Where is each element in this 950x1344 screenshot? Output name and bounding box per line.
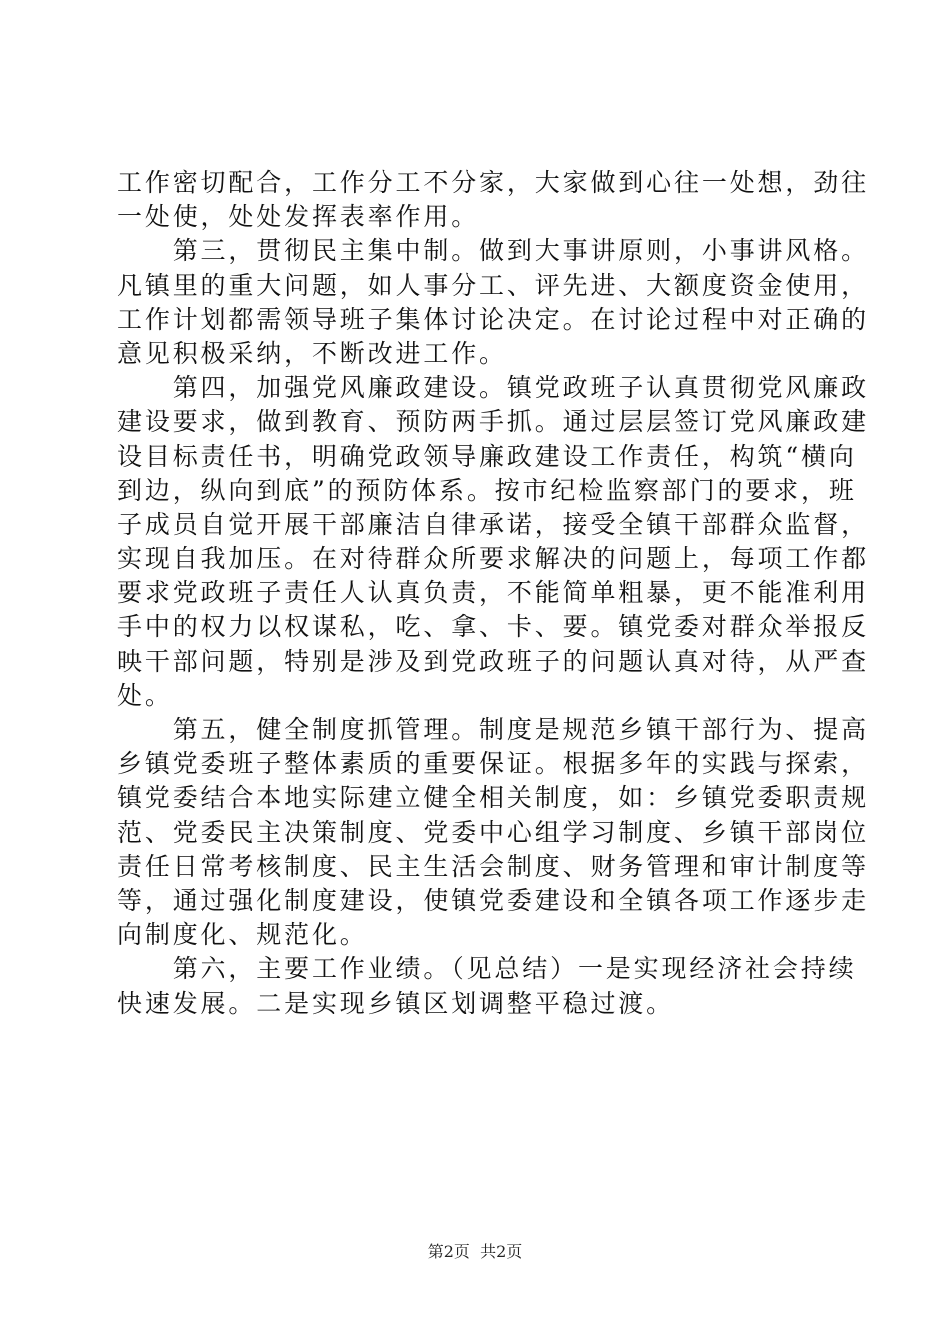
page-footer [0, 1241, 950, 1263]
text-line: 第三，贯彻民主集中制。做到大事讲原则，小事讲风格。 [117, 236, 869, 266]
text-line: 建设要求，做到教育、预防两手抓。通过层层签订党风廉政建 [117, 407, 869, 437]
text-line: 实现自我加压。在对待群众所要求解决的问题上，每项工作都 [117, 544, 869, 574]
text-line: 凡镇里的重大问题，如人事分工、评先进、大额度资金使用， [117, 270, 869, 300]
text-line: 第四，加强党风廉政建设。镇党政班子认真贯彻党风廉政 [117, 373, 869, 403]
text-line: 镇党委结合本地实际建立健全相关制度，如：乡镇党委职责规 [117, 783, 869, 813]
text-line: 责任日常考核制度、民主生活会制度、财务管理和审计制度等 [117, 851, 869, 881]
page-number-label: 第2页 共2页 [427, 1242, 523, 1261]
text-line: 等，通过强化制度建设，使镇党委建设和全镇各项工作逐步走 [117, 885, 869, 915]
text-line: 第五，健全制度抓管理。制度是规范乡镇干部行为、提高 [117, 715, 869, 744]
text-line: 快速发展。二是实现乡镇区划调整平稳过渡。 [117, 988, 675, 1018]
text-line: 要求党政班子责任人认真负责，不能简单粗暴，更不能准利用 [117, 578, 869, 608]
text-line: 第六，主要工作业绩。（见总结）一是实现经济社会持续 [117, 954, 857, 984]
text-line: 工作密切配合，工作分工不分家，大家做到心往一处想，劲往 [117, 168, 869, 197]
text-line: 处。 [117, 680, 173, 710]
text-line: 手中的权力以权谋私，吃、拿、卡、要。镇党委对群众举报反 [117, 612, 869, 642]
text-line: 意见积极采纳，不断改进工作。 [117, 338, 507, 368]
text-line: 到边，纵向到底”的预防体系。按市纪检监察部门的要求，班 [117, 475, 857, 505]
text-line: 范、党委民主决策制度、党委中心组学习制度、乡镇干部岗位 [117, 817, 869, 847]
text-line: 乡镇党委班子整体素质的重要保证。根据多年的实践与探索， [117, 749, 869, 779]
document-body [117, 166, 869, 1021]
text-line: 工作计划都需领导班子集体讨论决定。在讨论过程中对正确的 [117, 304, 869, 334]
text-line: 设目标责任书，明确党政领导廉政建设工作责任，构筑“横向 [117, 441, 857, 471]
text-line: 向制度化、规范化。 [117, 920, 368, 950]
text-line: 子成员自觉开展干部廉洁自律承诺，接受全镇干部群众监督， [117, 509, 869, 539]
text-line: 一处使，处处发挥表率作用。 [117, 202, 480, 232]
text-line: 映干部问题，特别是涉及到党政班子的问题认真对待，从严查 [117, 646, 869, 676]
